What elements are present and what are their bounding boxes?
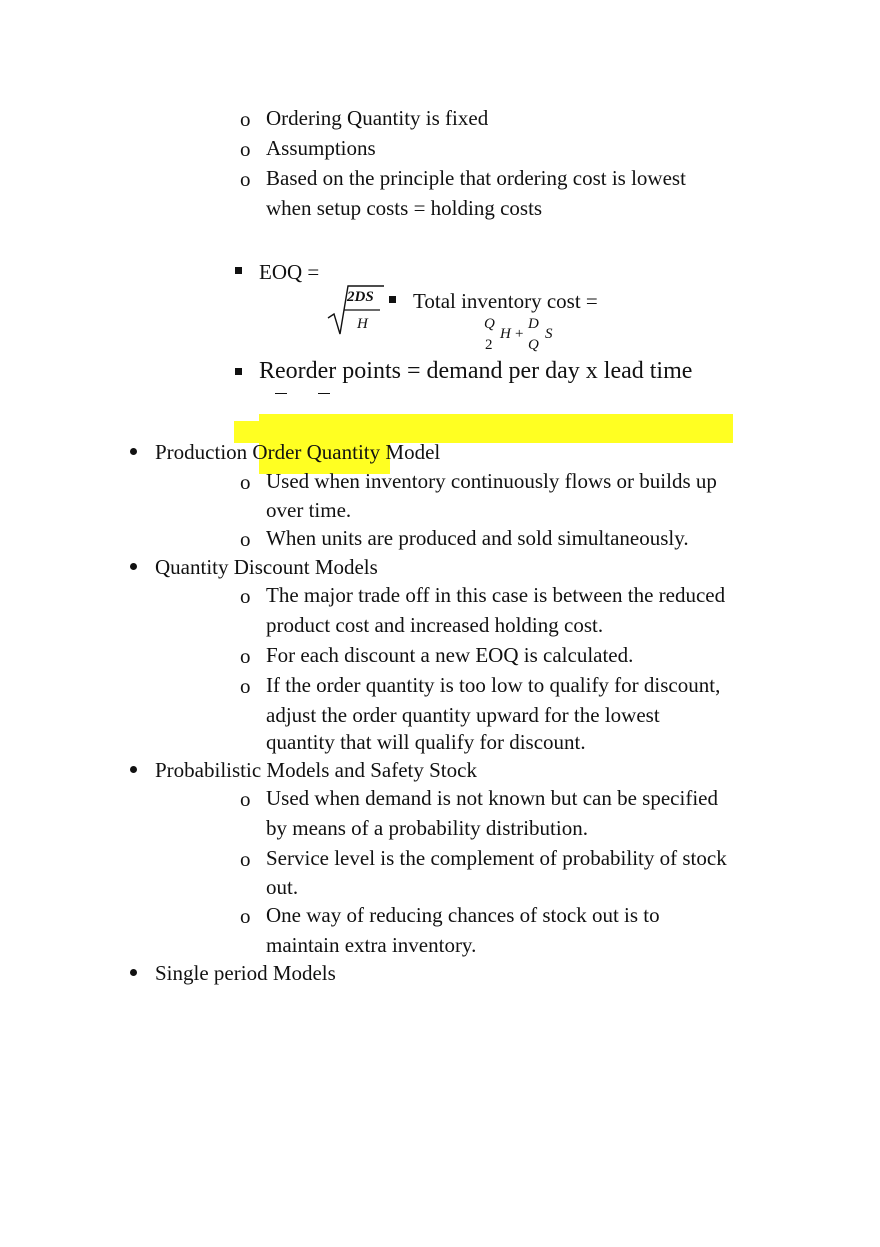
round-bullet-icon xyxy=(130,448,137,455)
item-service-level: Service level is the complement of probability of stock xyxy=(266,846,727,870)
reorder-points: Reorder points = demand per day x lead time xyxy=(259,358,693,384)
item-produced-sold: When units are produced and sold simultaneously. xyxy=(266,526,689,550)
item-order-quantity-low-line2: adjust the order quantity upward for the lowest xyxy=(266,703,660,727)
item-principle-line2: when setup costs = holding costs xyxy=(266,196,543,220)
highlighted-text: Order Quantit xyxy=(252,440,370,464)
item-reduce-stock-out: One way of reducing chances of stock out is to xyxy=(266,903,660,927)
circle-bullet-icon: o xyxy=(240,787,251,811)
square-bullet-icon xyxy=(235,267,242,274)
square-bullet-icon xyxy=(235,368,242,375)
circle-bullet-icon: o xyxy=(240,470,251,494)
item-inventory-flows-line2: over time. xyxy=(266,498,352,522)
item-demand-unknown: Used when demand is not known but can be specified xyxy=(266,786,718,810)
circle-bullet-icon: o xyxy=(240,584,251,608)
circle-bullet-icon: o xyxy=(240,904,251,928)
tc-plus: + xyxy=(515,326,524,342)
item-inventory-flows: Used when inventory continuously flows or builds up xyxy=(266,469,717,493)
total-inventory-cost-label: Total inventory cost = xyxy=(413,289,598,313)
circle-bullet-icon: o xyxy=(240,527,251,551)
item-service-level-line2: out. xyxy=(266,875,299,899)
heading-production-order-quantity-model xyxy=(155,439,440,465)
heading-text: y Model xyxy=(369,440,441,464)
tc-q-denominator: Q xyxy=(528,337,539,353)
dash-mark xyxy=(275,393,287,394)
circle-bullet-icon: o xyxy=(240,847,251,871)
eoq-numerator: 2DS xyxy=(347,289,374,305)
round-bullet-icon xyxy=(130,563,137,570)
tc-q-numerator: Q xyxy=(484,316,495,332)
tc-s: S xyxy=(545,326,553,342)
round-bullet-icon xyxy=(130,969,137,976)
heading-quantity-discount-models: Quantity Discount Models xyxy=(155,555,378,579)
circle-bullet-icon: o xyxy=(240,674,251,698)
item-reduce-stock-out-line2: maintain extra inventory. xyxy=(266,933,477,957)
item-trade-off-line2: product cost and increased holding cost. xyxy=(266,613,604,637)
tc-h: H xyxy=(500,326,511,342)
dash-mark xyxy=(318,393,330,394)
tc-d-numerator: D xyxy=(528,316,539,332)
item-trade-off: The major trade off in this case is between the reduced xyxy=(266,583,726,607)
tc-2-denominator: 2 xyxy=(485,337,493,353)
heading-probabilistic-models: Probabilistic Models and Safety Stock xyxy=(155,758,477,782)
circle-bullet-icon: o xyxy=(240,644,251,668)
item-new-eoq: For each discount a new EOQ is calculated. xyxy=(266,643,634,667)
item-order-quantity-low-line3: quantity that will qualify for discount. xyxy=(266,730,586,754)
item-assumptions: Assumptions xyxy=(266,136,376,160)
item-principle-line1: Based on the principle that ordering cost is lowest xyxy=(266,166,686,190)
circle-bullet-icon: o xyxy=(240,167,251,191)
eoq-denominator: H xyxy=(357,316,368,332)
eoq-label: EOQ = xyxy=(259,260,320,284)
item-ordering-quantity-fixed: Ordering Quantity is fixed xyxy=(266,106,489,130)
item-demand-unknown-line2: by means of a probability distribution. xyxy=(266,816,588,840)
square-bullet-icon xyxy=(389,296,396,303)
heading-single-period-models: Single period Models xyxy=(155,961,336,985)
item-order-quantity-low: If the order quantity is too low to qualify for discount, xyxy=(266,673,721,697)
circle-bullet-icon: o xyxy=(240,107,251,131)
heading-text: Production xyxy=(155,440,253,464)
round-bullet-icon xyxy=(130,766,137,773)
circle-bullet-icon: o xyxy=(240,137,251,161)
